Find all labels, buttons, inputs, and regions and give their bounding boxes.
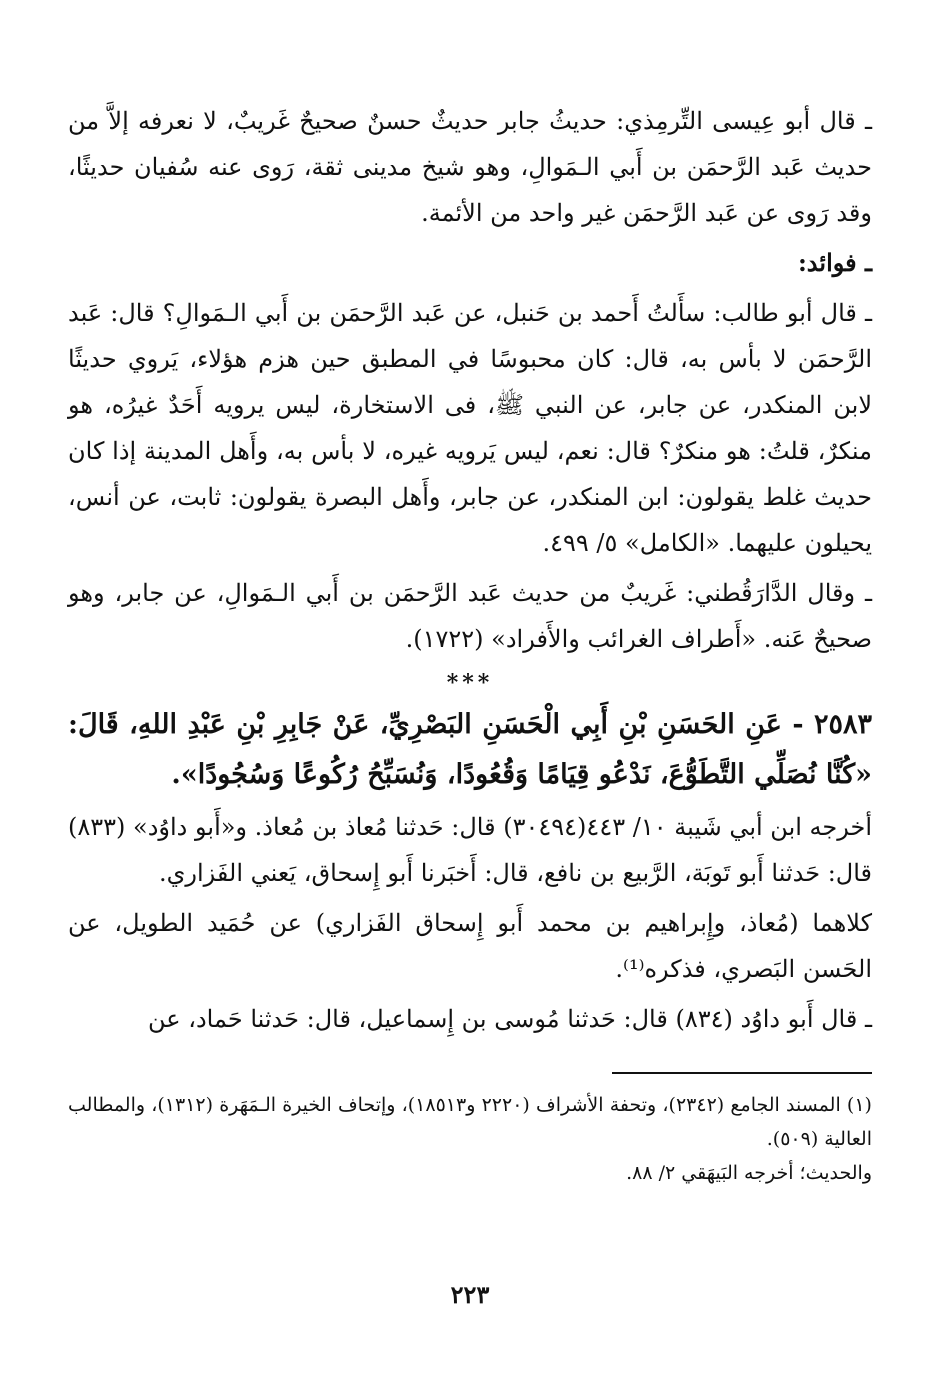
abu-dawud-paragraph: ـ قال أَبو داوُد (٨٣٤) قال: حَدثنا مُوسى بن إِسماعيل، قال: حَدثنا حَماد، عن [148, 1005, 872, 1033]
hadith-block [68, 700, 872, 800]
daraqutni-paragraph: ـ وقال الدَّارَقُطني: غَريبٌ من حديث عَبد الرَّحمَن بن أَبي الـمَوالِ، عن جابر، وهو صحيحٌ عَنه. «أَطراف الغرائب والأَفراد» (١٧٢٢). [68, 579, 872, 653]
abu-talib-paragraph: ـ قال أبو طالب: سأَلتُ أَحمد بن حَنبل، عن عَبد الرَّحمَن بن أَبي الـمَوالِ؟ قال: عَبد الرَّحمَن لا بأس به، قال: كان محبوسًا في المطبق حين هزم هؤلاء، يَروي حديثًا لابن المنكدر، عن جابر، عن النبي ﷺ، فى الاستخارة، ليس يرويه أَحَدٌ غيرُه، هو منكرٌ، قلتُ: هو منكرٌ؟ قال: نعم، ليس يَرويه غيره، لا بأس به، وأَهل المدينة إذا كان حديث غلط يقولون: ابن المنكدر، عن جابر، وأَهل البصرة يقولون: ثابت، عن أنس، يحيلون عليهما. «الكامل» ٥/ ٤٩٩. [68, 299, 873, 557]
hadith-number: ٢٥٨٣ [813, 709, 872, 740]
footnote-2: والحديث؛ أخرجه البَيهَقي ٢/ ٨٨. [626, 1162, 872, 1184]
fawaid-heading: ـ فوائد: [797, 248, 872, 277]
footnote-1: (١) المسند الجامع (٢٣٤٢)، وتحفة الأشراف (٢٢٢٠ و١٨٥١٣)، وإتحاف الخيرة الـمَهَرة (١٣١٢)، والمطالب العالية (٥٠٩). [68, 1094, 872, 1150]
tirmidhi-comment-paragraph: ـ قال أبو عِيسى التِّرمِذي: حديثُ جابر حديثٌ حسنٌ صحيحٌ غَريبٌ، لا نعرفه إلاَّ من حديث عَبد الرَّحمَن بن أَبي الـمَوالِ، وهو شيخ مدينى ثقة، رَوى عنه سُفيان حديثًا، وقد رَوى عن عَبد الرَّحمَن غير واحد من الأئمة. [68, 107, 872, 227]
hadith-text: - عَنِ الحَسَنِ بْنِ أَبِي الْحَسَنِ البَصْرِيِّ، عَنْ جَابِرِ بْنِ عَبْدِ اللهِ، قَالَ: «كُنَّا نُصَلِّي التَّطَوُّعَ، نَدْعُو قِيَامًا وَقُعُودًا، وَنُسَبِّحُ رُكُوعًا وَسُجُودًا». [68, 709, 872, 790]
takhrij-paragraph: أخرجه ابن أبي شَيبة ١٠/ ٤٤٣(٣٠٤٩٤) قال: حَدثنا مُعاذ بن مُعاذ. و«أَبو داوُد» (٨٣٣) قال: حَدثنا أَبو تَوبَة، الرَّبيع بن نافع، قال: أَخبَرنا أَبو إِسحاق، يَعني الفَزاري. [68, 813, 872, 887]
footnote-divider [612, 1072, 872, 1074]
section-separator: *** [446, 670, 494, 696]
page-number: ٢٢٣ [450, 1280, 490, 1309]
chain-summary-paragraph: كلاهما (مُعاذ، وإِبراهيم بن محمد أَبو إِسحاق الفَزاري) عن حُمَيد الطويل، عن الحَسن البَصري، فذكره⁽¹⁾. [68, 909, 873, 983]
